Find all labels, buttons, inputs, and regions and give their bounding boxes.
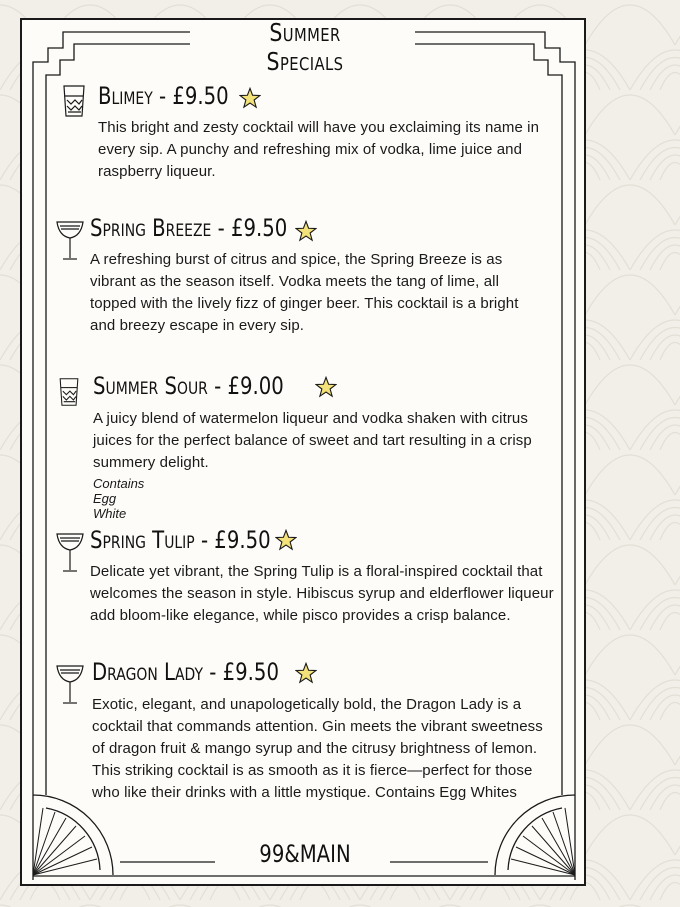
star-icon [315, 376, 337, 398]
coupe-glass-icon [56, 218, 84, 262]
item-description: Delicate yet vibrant, the Spring Tulip is a floral-inspired cocktail that welcomes the season in style. Hibiscus syrup and elderflower liqueur add bloom-like elegance, while pisco provides a crisp balance. [90, 563, 554, 624]
star-icon [239, 87, 261, 109]
coupe-glass-icon [56, 530, 84, 574]
rocks-glass-icon [58, 377, 80, 407]
item-description: This bright and zesty cocktail will have you exclaiming its name in every sip. A punchy and refreshing mix of vodka, lime juice and raspberry liqueur. [98, 119, 540, 180]
item-description: Exotic, elegant, and unapologetically bold, the Dragon Lady is a cocktail that commands attention. Gin meets the vibrant sweetness of dragon fruit & mango syrup and the citrusy brightness of lemon. This striking cocktail is as smooth as it is fierce—perfect for those who like their drinks with a little mystique. Contains Egg Whites [92, 696, 543, 801]
item-description: A refreshing burst of citrus and spice, the Spring Breeze is as vibrant as the season itself. Vodka meets the tang of lime, all topped with the lively fizz of ginger beer. This cocktail is a bright and breezy escape in every sip. [90, 251, 519, 334]
brand-logo: 99&MAIN [259, 840, 351, 868]
rocks-glass-icon [62, 84, 86, 118]
star-icon [275, 529, 297, 551]
item-name: Blimey - £9.50 [98, 82, 229, 110]
item-name: Dragon Lady - £9.50 [92, 658, 279, 686]
allergen-note: Contains Egg White [93, 476, 145, 521]
item-name: Spring Tulip - £9.50 [90, 526, 271, 554]
star-icon [295, 662, 317, 684]
menu-title: Summer Specials [266, 18, 344, 76]
item-name: Spring Breeze - £9.50 [90, 214, 288, 242]
item-description: A juicy blend of watermelon liqueur and vodka shaken with citrus juices for the perfect balance of sweet and tart resulting in a crisp summery delight. [93, 410, 532, 471]
coupe-glass-icon [56, 662, 84, 706]
star-icon [295, 220, 317, 242]
item-name: Summer Sour - £9.00 [93, 372, 284, 400]
